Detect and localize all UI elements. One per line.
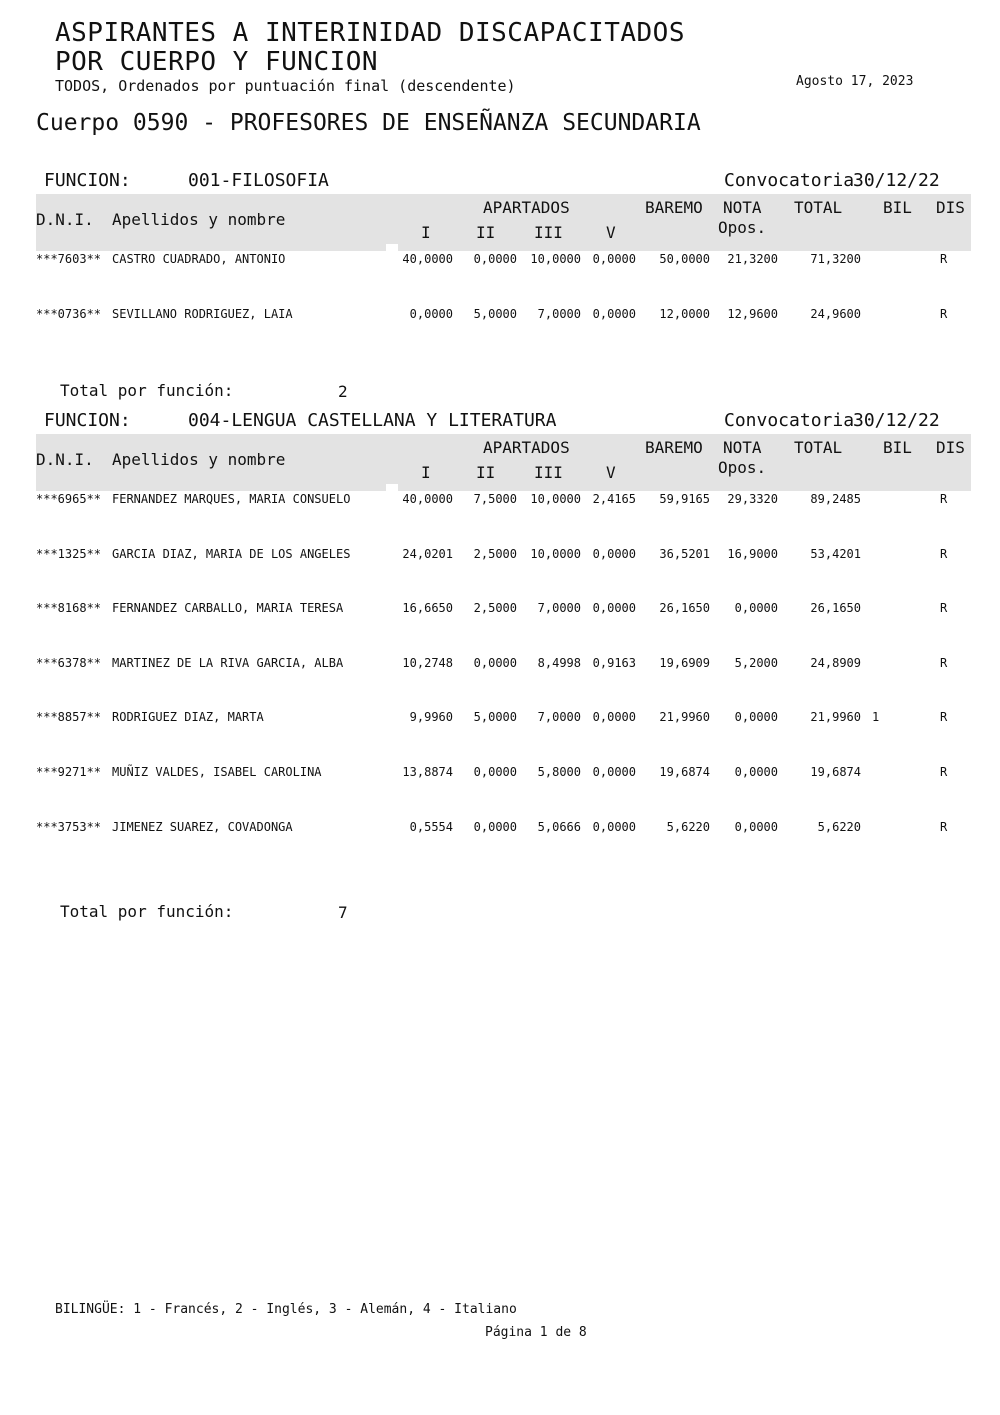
cell-name: CASTRO CUADRADO, ANTONIO bbox=[112, 252, 286, 266]
bilingue-legend: BILINGÜE: 1 - Francés, 2 - Inglés, 3 - Alemán, 4 - Italiano bbox=[55, 1302, 517, 1317]
cell-name: RODRIGUEZ DIAZ, MARTA bbox=[112, 710, 264, 725]
convocatoria-label: Convocatoria bbox=[724, 410, 855, 431]
cell-dni: ***6965** bbox=[36, 492, 102, 506]
cell-ii: 2,5000 bbox=[473, 546, 517, 561]
cell-dis: R bbox=[940, 765, 948, 779]
cell-dis: R bbox=[940, 306, 948, 321]
header-name: Apellidos y nombre bbox=[112, 450, 286, 469]
header-col-iii: III bbox=[534, 223, 563, 242]
cell-i: 9,9960 bbox=[409, 710, 453, 725]
header-opos: Opos. bbox=[718, 458, 767, 477]
cell-iii: 7,0000 bbox=[537, 306, 581, 321]
cell-i: 13,8874 bbox=[402, 765, 453, 779]
cell-v: 0,0000 bbox=[592, 819, 636, 834]
cell-v: 0,0000 bbox=[592, 306, 636, 321]
cell-i: 10,2748 bbox=[402, 655, 453, 670]
cell-iii: 5,0666 bbox=[537, 819, 581, 834]
cell-ii: 7,5000 bbox=[473, 492, 517, 506]
cell-dni: ***8857** bbox=[36, 710, 102, 725]
cell-i: 24,0201 bbox=[402, 546, 453, 561]
header-baremo: BAREMO bbox=[645, 438, 703, 457]
cell-name: MUÑIZ VALDES, ISABEL CAROLINA bbox=[112, 765, 322, 779]
page-number: Página 1 de 8 bbox=[485, 1325, 587, 1340]
cell-i: 0,5554 bbox=[409, 819, 453, 834]
cell-name: MARTINEZ DE LA RIVA GARCIA, ALBA bbox=[112, 655, 344, 670]
cell-nota: 21,3200 bbox=[727, 252, 778, 266]
table-header bbox=[36, 194, 971, 251]
cell-nota: 0,0000 bbox=[734, 710, 778, 725]
cell-baremo: 26,1650 bbox=[659, 601, 710, 616]
cell-dni: ***3753** bbox=[36, 819, 102, 834]
cell-baremo: 12,0000 bbox=[659, 306, 710, 321]
cell-name: GARCIA DIAZ, MARIA DE LOS ANGELES bbox=[112, 546, 351, 561]
table-row bbox=[36, 710, 971, 730]
cell-baremo: 59,9165 bbox=[659, 492, 710, 506]
total-label: Total por función: bbox=[60, 902, 234, 922]
cell-v: 0,0000 bbox=[592, 546, 636, 561]
cell-v: 0,0000 bbox=[592, 765, 636, 779]
header-apartados: APARTADOS bbox=[483, 438, 570, 457]
cell-ii: 0,0000 bbox=[473, 655, 517, 670]
header-col-v: V bbox=[606, 223, 616, 242]
table-row bbox=[36, 252, 971, 272]
header-col-ii: II bbox=[476, 223, 496, 242]
funcion-code: 001-FILOSOFIA bbox=[188, 170, 329, 191]
cell-total: 24,8909 bbox=[810, 655, 861, 670]
cell-dni: ***8168** bbox=[36, 601, 102, 616]
report-subtitle: TODOS, Ordenados por puntuación final (descendente) bbox=[55, 77, 516, 95]
cell-baremo: 19,6909 bbox=[659, 655, 710, 670]
total-value: 2 bbox=[338, 382, 348, 402]
cell-total: 19,6874 bbox=[810, 765, 861, 779]
cell-baremo: 50,0000 bbox=[659, 252, 710, 266]
cell-i: 0,0000 bbox=[409, 306, 453, 321]
cell-nota: 0,0000 bbox=[734, 765, 778, 779]
convocatoria-date: 30/12/22 bbox=[853, 410, 940, 431]
cell-i: 40,0000 bbox=[402, 252, 453, 266]
report-date: Agosto 17, 2023 bbox=[796, 74, 914, 89]
header-total: TOTAL bbox=[794, 198, 843, 217]
header-dis: DIS bbox=[936, 198, 965, 217]
cell-dni: ***9271** bbox=[36, 765, 102, 779]
cell-baremo: 19,6874 bbox=[659, 765, 710, 779]
header-dni: D.N.I. bbox=[36, 450, 94, 469]
total-value: 7 bbox=[338, 903, 348, 923]
table-row bbox=[36, 820, 971, 840]
cell-iii: 10,0000 bbox=[530, 252, 581, 266]
cell-v: 0,0000 bbox=[592, 710, 636, 725]
header-col-i: I bbox=[421, 463, 431, 482]
cell-total: 21,9960 bbox=[810, 710, 861, 725]
header-col-v: V bbox=[606, 463, 616, 482]
cell-dis: R bbox=[940, 546, 948, 561]
cell-i: 40,0000 bbox=[402, 492, 453, 506]
header-dni: D.N.I. bbox=[36, 210, 94, 229]
convocatoria-date: 30/12/22 bbox=[853, 170, 940, 191]
cell-nota: 16,9000 bbox=[727, 546, 778, 561]
cell-nota: 12,9600 bbox=[727, 306, 778, 321]
cell-v: 2,4165 bbox=[592, 492, 636, 506]
table-row bbox=[36, 765, 971, 785]
cell-iii: 10,0000 bbox=[530, 546, 581, 561]
cell-total: 89,2485 bbox=[810, 492, 861, 506]
cell-dis: R bbox=[940, 710, 948, 725]
header-col-ii: II bbox=[476, 463, 496, 482]
cell-i: 16,6650 bbox=[402, 601, 453, 616]
cell-dni: ***0736** bbox=[36, 306, 102, 321]
cell-nota: 5,2000 bbox=[734, 655, 778, 670]
report-title-line1: ASPIRANTES A INTERINIDAD DISCAPACITADOS bbox=[55, 18, 685, 48]
cell-dni: ***6378** bbox=[36, 655, 102, 670]
cell-nota: 0,0000 bbox=[734, 819, 778, 834]
cell-dni: ***7603** bbox=[36, 252, 102, 266]
cell-name: FERNANDEZ CARBALLO, MARIA TERESA bbox=[112, 601, 344, 616]
funcion-label: FUNCION: bbox=[44, 410, 131, 431]
funcion-label: FUNCION: bbox=[44, 170, 131, 191]
cell-total: 71,3200 bbox=[810, 252, 861, 266]
header-dis: DIS bbox=[936, 438, 965, 457]
cell-iii: 7,0000 bbox=[537, 601, 581, 616]
cell-total: 5,6220 bbox=[817, 819, 861, 834]
cell-v: 0,0000 bbox=[592, 601, 636, 616]
table-row bbox=[36, 547, 971, 567]
cell-baremo: 5,6220 bbox=[666, 819, 710, 834]
header-bil: BIL bbox=[883, 198, 912, 217]
cell-ii: 5,0000 bbox=[473, 710, 517, 725]
cell-nota: 0,0000 bbox=[734, 601, 778, 616]
cell-dni: ***1325** bbox=[36, 546, 102, 561]
total-label: Total por función: bbox=[60, 381, 234, 401]
cell-dis: R bbox=[940, 601, 948, 616]
table-row bbox=[36, 656, 971, 676]
cell-name: JIMENEZ SUAREZ, COVADONGA bbox=[112, 819, 293, 834]
header-nota: NOTA bbox=[723, 438, 762, 457]
cell-ii: 0,0000 bbox=[473, 765, 517, 779]
convocatoria-label: Convocatoria bbox=[724, 170, 855, 191]
header-col-iii: III bbox=[534, 463, 563, 482]
header-bil: BIL bbox=[883, 438, 912, 457]
cell-bil: 1 bbox=[872, 710, 880, 725]
header-apartados: APARTADOS bbox=[483, 198, 570, 217]
cell-name: FERNANDEZ MARQUES, MARIA CONSUELO bbox=[112, 492, 351, 506]
header-gap-marker bbox=[386, 484, 398, 492]
cell-ii: 0,0000 bbox=[473, 252, 517, 266]
header-nota: NOTA bbox=[723, 198, 762, 217]
cuerpo-title: Cuerpo 0590 - PROFESORES DE ENSEÑANZA SECUNDARIA bbox=[36, 110, 701, 136]
header-col-i: I bbox=[421, 223, 431, 242]
cell-iii: 7,0000 bbox=[537, 710, 581, 725]
cell-iii: 5,8000 bbox=[537, 765, 581, 779]
header-total: TOTAL bbox=[794, 438, 843, 457]
table-row bbox=[36, 601, 971, 621]
table-row bbox=[36, 307, 971, 327]
cell-dis: R bbox=[940, 819, 948, 834]
cell-total: 24,9600 bbox=[810, 306, 861, 321]
report-title-line2: POR CUERPO Y FUNCION bbox=[55, 47, 379, 77]
cell-name: SEVILLANO RODRIGUEZ, LAIA bbox=[112, 306, 293, 321]
cell-nota: 29,3320 bbox=[727, 492, 778, 506]
cell-iii: 10,0000 bbox=[530, 492, 581, 506]
cell-dis: R bbox=[940, 655, 948, 670]
table-row bbox=[36, 492, 971, 512]
cell-iii: 8,4998 bbox=[537, 655, 581, 670]
cell-baremo: 21,9960 bbox=[659, 710, 710, 725]
cell-total: 26,1650 bbox=[810, 601, 861, 616]
cell-total: 53,4201 bbox=[810, 546, 861, 561]
cell-ii: 0,0000 bbox=[473, 819, 517, 834]
cell-v: 0,9163 bbox=[592, 655, 636, 670]
header-opos: Opos. bbox=[718, 218, 767, 237]
header-gap-marker bbox=[386, 244, 398, 252]
cell-dis: R bbox=[940, 492, 948, 506]
cell-ii: 2,5000 bbox=[473, 601, 517, 616]
cell-baremo: 36,5201 bbox=[659, 546, 710, 561]
header-name: Apellidos y nombre bbox=[112, 210, 286, 229]
header-baremo: BAREMO bbox=[645, 198, 703, 217]
cell-v: 0,0000 bbox=[592, 252, 636, 266]
cell-dis: R bbox=[940, 252, 948, 266]
cell-ii: 5,0000 bbox=[473, 306, 517, 321]
funcion-code: 004-LENGUA CASTELLANA Y LITERATURA bbox=[188, 410, 557, 431]
table-header bbox=[36, 434, 971, 491]
